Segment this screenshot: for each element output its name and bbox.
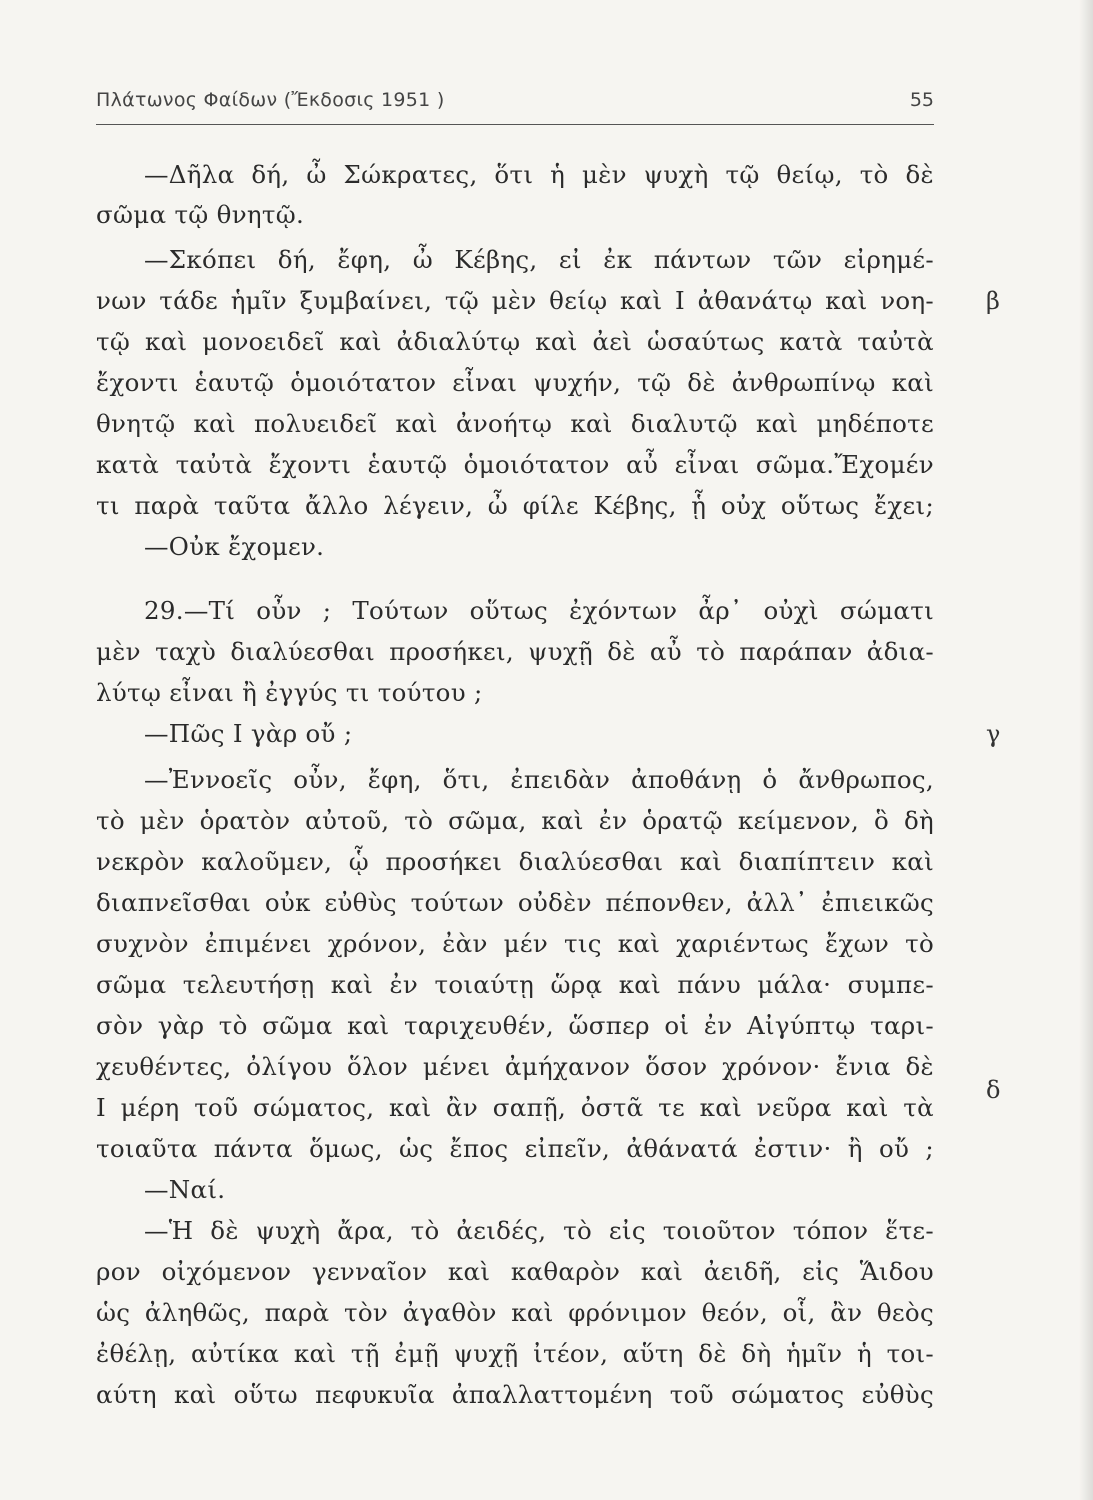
text-line: ρον οἰχόμενον γενναῖον καὶ καθαρὸν καὶ ἀειδῆ, εἰς Ἅιδου xyxy=(96,1257,934,1286)
text-line: χευθέντες, ὀλίγου ὅλον μένει ἀμήχανον ὅσον χρόνον· ἔνια δὲ xyxy=(96,1052,934,1081)
text-line: τὸ μὲν ὁρατὸν αὐτοῦ, τὸ σῶμα, καὶ ἐν ὁρατῷ κείμενον, ὃ δὴ xyxy=(96,806,934,835)
text-line: σῶμα τελευτήσῃ καὶ ἐν τοιαύτῃ ὥρᾳ καὶ πάνυ μάλα· συμπε- xyxy=(96,970,934,999)
text-line: ἔχοντι ἑαυτῷ ὁμοιότατον εἶναι ψυχήν, τῷ δὲ ἀνθρωπίνῳ καὶ xyxy=(96,368,934,397)
text-line: —Πῶς Ι γὰρ οὔ ; xyxy=(144,719,353,748)
text-line: —Σκόπει δή, ἔφη, ὦ Κέβης, εἰ ἐκ πάντων τῶν εἰρημέ- xyxy=(144,245,934,274)
text-line: διαπνεῖσθαι οὐκ εὐθὺς τούτων οὐδὲν πέπονθεν, ἀλλ᾽ ἐπιεικῶς xyxy=(96,888,934,917)
text-line: κατὰ ταὐτὰ ἔχοντι ἑαυτῷ ὁμοιότατον αὖ εἶναι σῶμα.Ἔχομέν xyxy=(96,450,934,479)
text-line: —Ναί. xyxy=(144,1175,226,1204)
text-line: συχνὸν ἐπιμένει χρόνον, ἐὰν μέν τις καὶ χαριέντως ἔχων τὸ xyxy=(96,929,934,958)
text-line: θνητῷ καὶ πολυειδεῖ καὶ ἀνοήτῳ καὶ διαλυτῷ καὶ μηδέποτε xyxy=(96,409,934,438)
text-line: —Ἐννοεῖς οὖν, ἔφη, ὅτι, ἐπειδὰν ἀποθάνῃ ὁ ἄνθρωπος, xyxy=(144,765,934,794)
text-line: τῷ καὶ μονοειδεῖ καὶ ἀδιαλύτῳ καὶ ἀεὶ ὡσαύτως κατὰ ταὐτὰ xyxy=(96,327,934,356)
page-header xyxy=(96,84,934,125)
margin-section-marker: δ xyxy=(986,1076,1001,1104)
margin-section-marker: β xyxy=(986,287,1000,315)
text-line: ἐθέλῃ, αὐτίκα καὶ τῇ ἐμῇ ψυχῇ ἰτέον, αὕτη δὲ δὴ ἡμῖν ἡ τοι- xyxy=(96,1339,934,1368)
text-line: σῶμα τῷ θνητῷ. xyxy=(96,200,305,229)
page-number: 55 xyxy=(909,89,934,111)
margin-section-marker: γ xyxy=(986,720,1001,748)
text-line: Ι μέρη τοῦ σώματος, καὶ ἂν σαπῇ, ὀστᾶ τε καὶ νεῦρα καὶ τὰ xyxy=(96,1093,934,1122)
running-title: Πλάτωνος Φαίδων (Ἔκδοσις 1951 ) xyxy=(96,89,445,111)
text-line: 29.—Τί οὖν ; Τούτων οὕτως ἐχόντων ἆρ᾽ οὐχὶ σώματι xyxy=(144,596,934,625)
text-line: μὲν ταχὺ διαλύεσθαι προσήκει, ψυχῇ δὲ αὖ τὸ παράπαν ἀδια- xyxy=(96,637,934,666)
text-line: τοιαῦτα πάντα ὅμως, ὡς ἔπος εἰπεῖν, ἀθάνατά ἐστιν· ἢ οὔ ; xyxy=(96,1134,934,1163)
text-line: τι παρὰ ταῦτα ἄλλο λέγειν, ὦ φίλε Κέβης, ᾗ οὐχ οὕτως ἔχει; xyxy=(96,491,934,520)
text-line: σὸν γὰρ τὸ σῶμα καὶ ταριχευθέν, ὥσπερ οἱ ἐν Αἰγύπτῳ ταρι- xyxy=(96,1011,934,1040)
text-line: —Οὐκ ἔχομεν. xyxy=(144,532,325,561)
text-line: νεκρὸν καλοῦμεν, ᾧ προσήκει διαλύεσθαι καὶ διαπίπτειν καὶ xyxy=(96,847,934,876)
text-line: νων τάδε ἡμῖν ξυμβαίνει, τῷ μὲν θείῳ καὶ Ι ἀθανάτῳ καὶ νοη- xyxy=(96,286,934,315)
text-line: —Δῆλα δή, ὦ Σώκρατες, ὅτι ἡ μὲν ψυχὴ τῷ θείῳ, τὸ δὲ xyxy=(144,160,934,189)
text-line: αύτη καὶ οὕτω πεφυκυῖα ἀπαλλαττομένη τοῦ σώματος εὐθὺς xyxy=(96,1380,934,1409)
text-line: λύτῳ εἶναι ἢ ἐγγύς τι τούτου ; xyxy=(96,678,483,707)
text-line: ὡς ἀληθῶς, παρὰ τὸν ἀγαθὸν καὶ φρόνιμον θεόν, οἷ, ἂν θεὸς xyxy=(96,1298,934,1327)
text-line: —Ἡ δὲ ψυχὴ ἄρα, τὸ ἀειδές, τὸ εἰς τοιοῦτον τόπον ἕτε- xyxy=(144,1216,934,1245)
